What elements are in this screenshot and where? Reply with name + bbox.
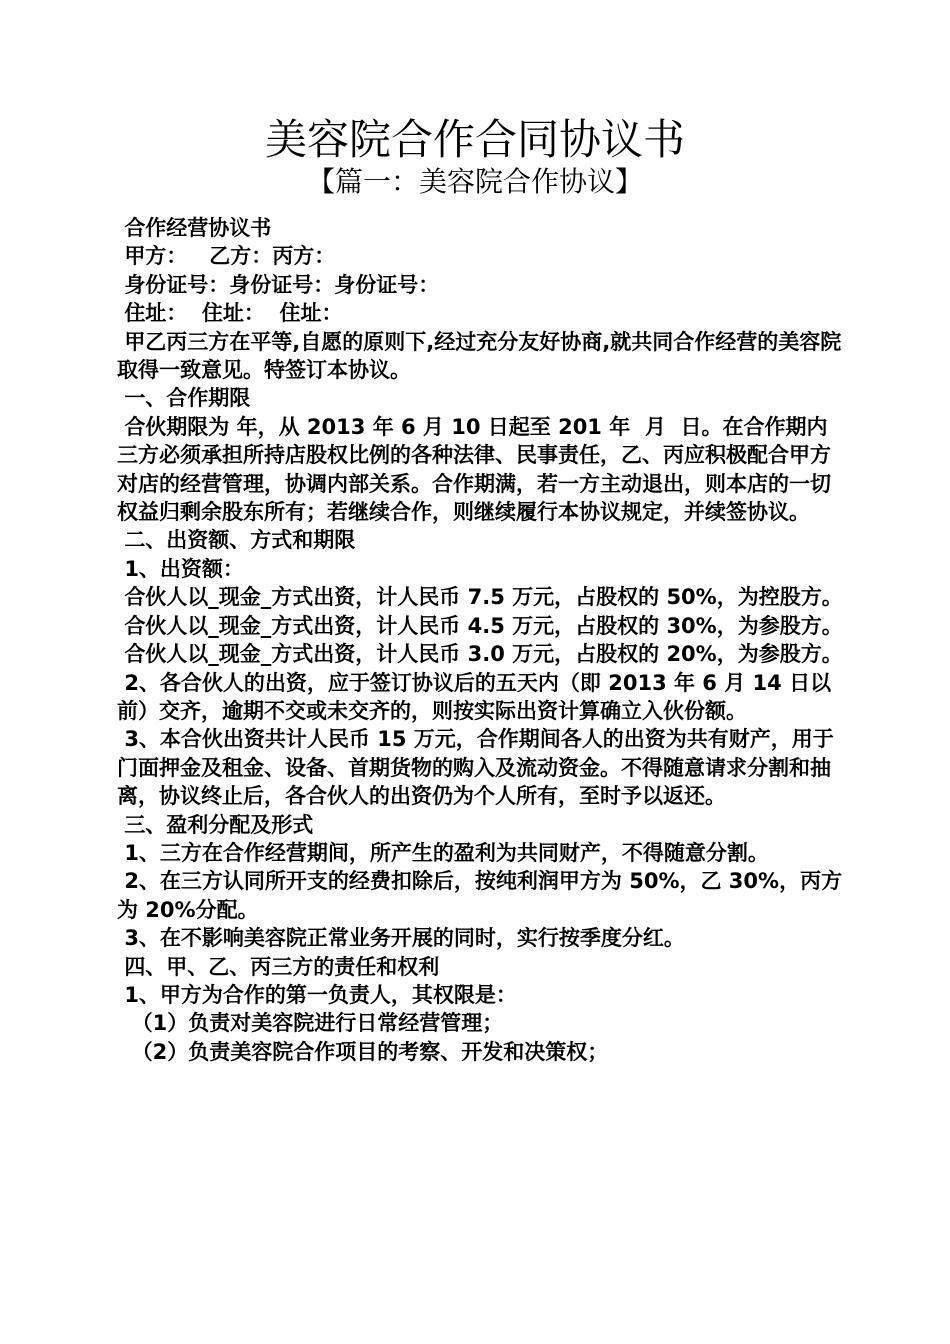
capital-partner-1: 合伙人以_现金_方式出资，计人民币 7.5 万元，占股权的 50%，为控股方。 — [117, 585, 843, 610]
profit-clause-3: 3、在不影响美容院正常业务开展的同时，实行按季度分红。 — [117, 926, 685, 951]
section-heading-rights: 四、甲、乙、丙三方的责任和权利 — [117, 954, 440, 979]
term-paragraph: 合伙期限为 年，从 2013 年 6 月 10 日起至 201 年 月 日。在合作期内三方必须承担所持店股权比例的各种法律、民事责任，乙、丙应积极配合甲方对店的经营管理，协调内部关系。合作期满，若一方主动退出，则本店的一切权益归剩余股东所有；若继续合作，则继续履行本协议规定，并续签协议。 — [117, 414, 831, 525]
section-heading-profit: 三、盈利分配及形式 — [117, 812, 314, 837]
profit-clause-1: 1、三方在合作经营期间，所产生的盈利为共同财产，不得随意分割。 — [117, 840, 769, 865]
document-subtitle: 【篇一：美容院合作协议】 — [306, 165, 643, 198]
document-title: 美容院合作合同协议书 — [264, 115, 685, 164]
party-addresses: 住址： 住址： 住址： — [117, 301, 343, 326]
party-id-numbers: 身份证号：身份证号：身份证号： — [117, 272, 440, 297]
capital-total-paragraph: 3、本合伙出资共计人民币 15 万元，合作期间各人的出资为共有财产，用于门面押金及租金、设备、首期货物的购入及流动资金。不得随意请求分割和抽离，协议终止后，各合伙人的出资仍为个人所有，至时予以返还。 — [117, 727, 834, 809]
capital-deadline-paragraph: 2、各合伙人的出资，应于签订协议后的五天内（即 2013 年 6 月 14 日以前）交齐，逾期不交或未交齐的，则按实际出资计算确立入伙份额。 — [117, 670, 832, 723]
capital-partner-3: 合伙人以_现金_方式出资，计人民币 3.0 万元，占股权的 20%，为参股方。 — [117, 642, 843, 667]
profit-clause-2: 2、在三方认同所开支的经费扣除后，按纯利润甲方为 50%，乙 30%，丙方为 20%分配。 — [117, 869, 843, 922]
document-body — [117, 214, 847, 1066]
capital-subheading: 1、出资额： — [117, 556, 244, 581]
rights-clause-1: 1、甲方为合作的第一负责人，其权限是： — [117, 982, 517, 1007]
rights-item-2: （2）负责美容院合作项目的考察、开发和决策权； — [117, 1039, 609, 1064]
heading-agreement: 合作经营协议书 — [117, 216, 272, 240]
section-heading-capital: 二、出资额、方式和期限 — [117, 528, 356, 553]
party-names: 甲方： 乙方：丙方： — [117, 244, 336, 269]
section-heading-term: 一、合作期限 — [117, 386, 251, 411]
rights-item-1: （1）负责对美容院进行日常经营管理； — [117, 1011, 504, 1036]
preamble-paragraph: 甲乙丙三方在平等,自愿的原则下,经过充分友好协商,就共同合作经营的美容院取得一致意见。特签订本协议。 — [117, 329, 842, 383]
capital-partner-2: 合伙人以_现金_方式出资，计人民币 4.5 万元，占股权的 30%，为参股方。 — [117, 613, 843, 638]
